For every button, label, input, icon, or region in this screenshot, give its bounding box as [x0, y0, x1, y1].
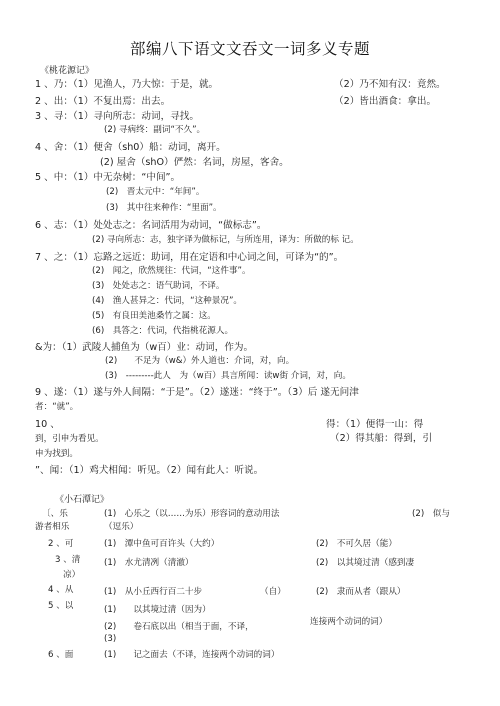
entry-line: 7 、之：（1）忘路之远近：助词，用在定语和中心词之间，可译为“的”。 — [35, 252, 344, 263]
entry-line: （2）皆出酒食：拿出。 — [334, 96, 437, 107]
entry-line: (2) 不足为（w&）外人道也：介词，对，向。 — [105, 356, 295, 366]
entry-line: (3) ---------此人 为（w百）具言所闻：读w街 介词，对，向。 — [105, 371, 351, 381]
page-title: 部编八下语文文吞文一词多义专题 — [129, 40, 370, 58]
entry-line: 2 、可 — [48, 539, 74, 549]
entry-line: 〔、乐 — [42, 509, 68, 519]
entry-line: （2）得其船：得到，引 — [330, 433, 433, 444]
entry-line: (6) 具答之：代词，代指桃花源人。 — [92, 326, 234, 336]
entry-line: (2) 卷石底以出（相当于面，不译， — [104, 622, 254, 632]
entry-line: (1) 水尤清冽（清澈） — [104, 558, 194, 568]
entry-line: &为：（1）武陵人捕鱼为（w百）业：动词，作为。 — [35, 342, 254, 353]
entry-line: ”、闻：（1）鸡犬相闻：听见。（2）闻有此人：听说。 — [35, 465, 264, 476]
entry-line: (2) 屋舍（shO）俨然：名词，房屋，客舍。 — [100, 157, 289, 168]
entry-line: 申为找到。 — [35, 449, 78, 459]
entry-line: （2）乃不知有汉：竟然。 — [334, 79, 446, 90]
entry-line: 得：（1）便得一山：得 — [326, 419, 424, 430]
entry-line: 者：“就”。 — [35, 402, 79, 412]
entry-line: 9 、遂：（1）遂与外人间隔：“于是”。（2）遂迷：“终于”。（3）后 遂无问津 — [35, 387, 359, 398]
entry-line: (3) 其中往来种作：“里面”。 — [106, 203, 222, 213]
entry-line: 6 、面 — [48, 650, 74, 660]
entry-line: 3 、清 — [55, 555, 81, 565]
entry-line: (2) 晋太元中：“年间”。 — [106, 187, 205, 197]
entry-line: (4) 渔人甚异之：代词，“这种景况”。 — [92, 296, 242, 306]
entry-line: (1) 以其境过清（因为） — [104, 605, 211, 615]
entry-line: (1) 心乐之（以……为乐）形容词的意动用法 — [104, 509, 280, 519]
entry-line: (2) 似与 — [412, 509, 450, 519]
entry-line: (2) 不可久居（能） — [316, 539, 397, 549]
entry-line: 到，引申为看见。 — [35, 434, 104, 444]
entry-line: 10 、 — [35, 419, 60, 430]
entry-line: (2) 以其境过清（感到凄 — [316, 558, 415, 568]
entry-line: (2) 隶而从者（跟从） — [316, 587, 406, 597]
entry-line: 2 、出：（1）不复出焉：出去。 — [35, 96, 171, 107]
section-heading-xiaoshitan: 《小石潭记》 — [55, 495, 110, 505]
entry-line: （逗乐） — [104, 522, 139, 532]
entry-line: 4 、从 — [48, 585, 74, 595]
entry-line: (3) — [104, 634, 117, 644]
entry-line: 凉） — [63, 570, 81, 580]
entry-line: (1) 潭中鱼可百许头（大约） — [104, 539, 220, 549]
entry-line: (5) 有良田美池桑竹之属：这。 — [92, 311, 216, 321]
entry-line: 3 、寻：（1）寻向所志：动词，寻找。 — [35, 111, 199, 122]
entry-line: （自） — [260, 587, 286, 597]
entry-line: 6 、志：（1）处处志之：名词活用为动词，“做标志”。 — [35, 220, 267, 231]
section-heading-taohuayuan: 《桃花源记》 — [40, 66, 95, 76]
entry-line: (3) 处处志之：语气助词，不译。 — [92, 281, 225, 291]
entry-line: (2) 寻病终：副词“不久”。 — [104, 125, 206, 135]
entry-line: 游者相乐 — [35, 522, 70, 532]
entry-line: 5 、中：（1）中无杂树：“中间”。 — [35, 172, 181, 183]
entry-line: 4 、舍：（1）便舍（sh0）船：动词，离开。 — [35, 142, 226, 153]
entry-line: (1) 记之面去（不译，连接两个动词的词） — [104, 650, 280, 660]
entry-line: 1 、乃：（1）见渔人，乃大惊：于是，就。 — [35, 79, 219, 90]
entry-line: 5 、以 — [48, 601, 74, 611]
entry-line: 连接两个动词的词） — [310, 617, 388, 627]
entry-line: (1) 从小丘西行百二十步 — [104, 587, 203, 597]
entry-line: (2) 闻之，欣然规往：代词，“这件事”。 — [92, 266, 251, 276]
entry-line: (2) 寻向所志：志，独字译为做标记，与所连用，译为：所做的标 记。 — [92, 235, 359, 245]
